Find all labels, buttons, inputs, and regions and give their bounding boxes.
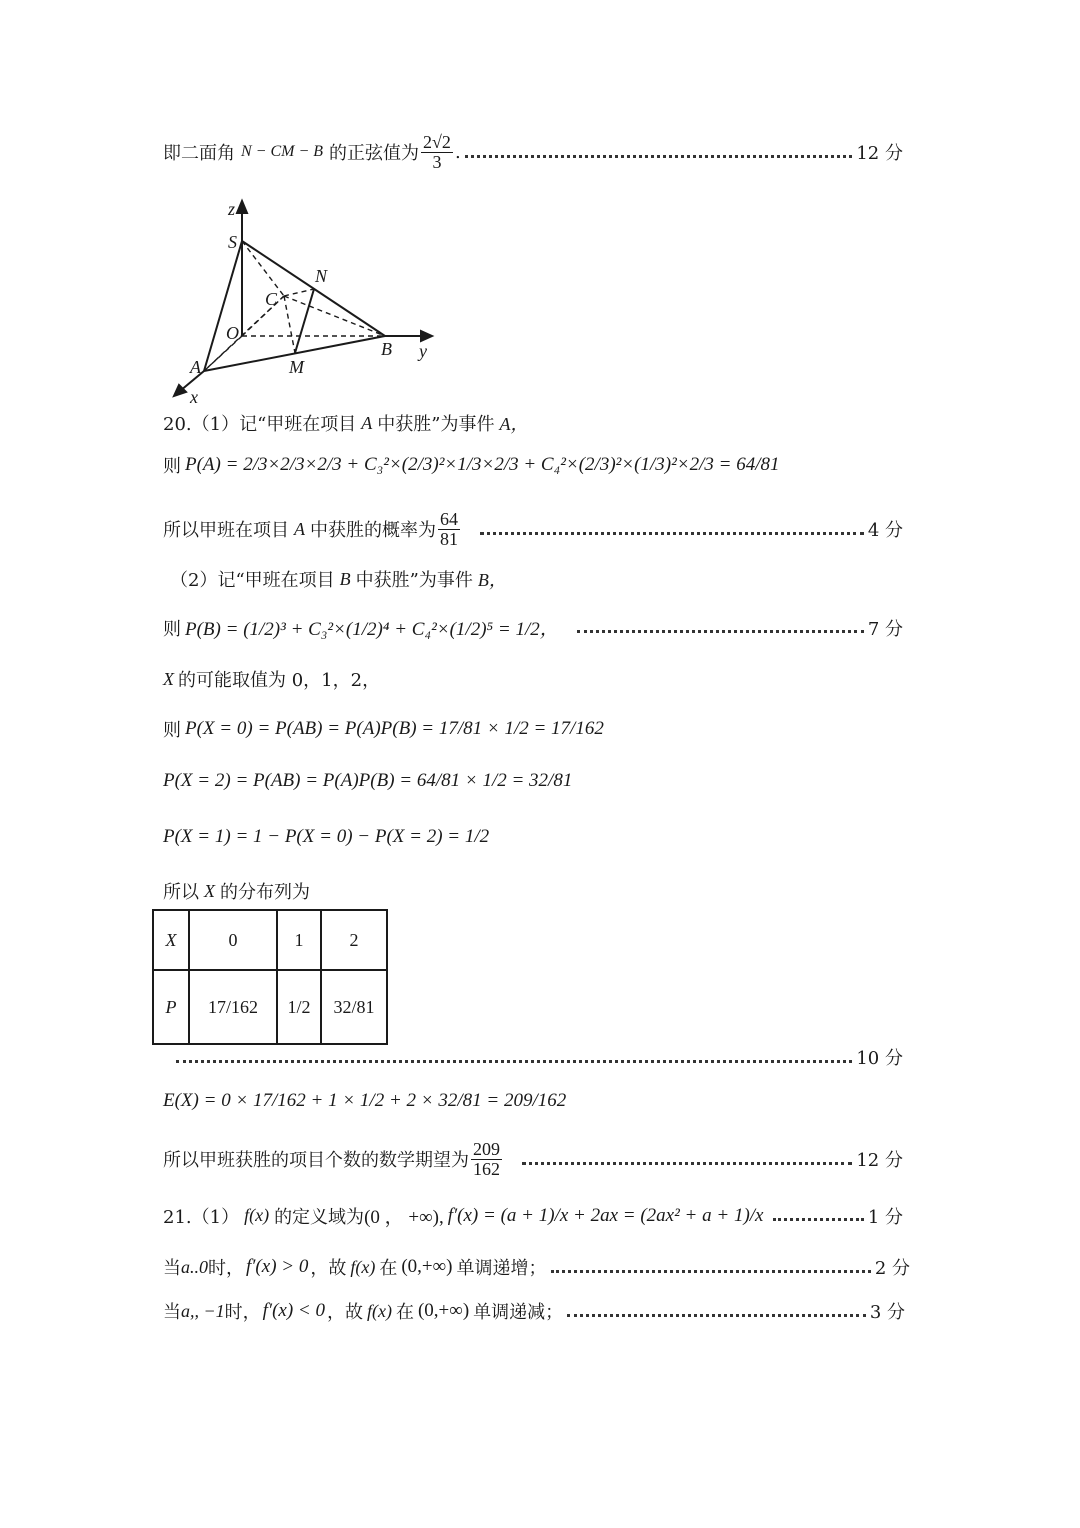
fraction [421,133,453,172]
fraction [471,1140,502,1179]
table-cell: 2 [321,910,387,970]
ex-equation [163,1090,566,1112]
text: ，故 [310,1258,347,1279]
table-cell: 1/2 [277,970,321,1044]
pa-conclusion [163,510,903,549]
text: 单调递增； [456,1258,547,1279]
q20-part1-intro [163,410,528,436]
text: 的可能取值为 0，1，2， [178,670,381,691]
px2-equation [163,770,572,792]
text: 在 [395,1302,414,1323]
table-cell: 32/81 [321,970,387,1044]
q20-part2-intro [170,566,507,592]
pa-expr: P(A) = 2/3×2/3×2/3 + C₃²×(2/3)²×1/3×2/3 + C₄²×(2/3)²×(1/3)²×2/3 = 64/81 [185,454,780,475]
line-dihedral-conclusion [163,133,903,172]
denominator: 81 [440,528,458,549]
event-A: A [294,518,305,539]
pb-expr: P(B) = (1/2)³ + C₃²×(1/2)⁴ + C₄²×(1/2)⁵ = 1/2， [185,619,559,640]
table-row [153,910,387,970]
text: 当 [163,1258,181,1279]
table-cell: X [153,910,189,970]
edge-SA [204,241,242,371]
dot-leader [522,1162,852,1165]
px0-expr: P(X = 0) = P(AB) = P(A)P(B) = 17/81 × 1/2 = 17/162 [185,718,604,739]
table-cell: 17/162 [189,970,277,1044]
edge-CM [284,296,295,353]
score: 4 分 [867,520,903,542]
score: 12 分 [856,1150,903,1172]
event-A-end: A， [499,414,529,434]
x-values: X 的可能取值为 0，1，2， [163,666,380,692]
pb-equation [163,614,903,641]
table-cell: 0 [189,910,277,970]
dot-leader [551,1270,871,1273]
distribution-table [152,909,388,1045]
label-z: z [228,199,236,219]
label-x: x [190,387,198,405]
text: 的分布列为 [220,882,310,903]
score: 12 分 [856,143,903,165]
dist-intro: 所以 X 的分布列为 [163,878,310,904]
score: 1 分 [867,1206,903,1228]
label-O: O [226,323,239,343]
domain: (0 ， +∞), [364,1207,444,1228]
condition: a..0 [181,1256,208,1277]
px0-equation [163,716,604,742]
fx: f(x) [367,1300,392,1321]
text: 的定义域为 [274,1206,365,1228]
text: 则 [163,456,181,477]
table-cell: P [153,970,189,1044]
edge-CN [284,289,314,296]
event-A: A [361,412,373,433]
period: . [454,141,461,163]
label-M: M [289,357,304,377]
edge-SC [242,241,284,296]
ex-expr: E(X) = 0 × 17/162 + 1 × 1/2 + 2 × 32/81 = 209/162 [163,1090,567,1111]
text: 中获胜”为事件 [377,414,495,435]
numerator: 209 [473,1139,500,1159]
text: 时， [208,1258,244,1279]
numerator: 64 [440,509,458,529]
px2-expr: P(X = 2) = P(AB) = P(A)P(B) = 64/81 × 1/2 = 32/81 [163,770,573,791]
interval: (0,+∞) [417,1300,470,1321]
text: 所以 [163,882,199,903]
inequality: f′(x) < 0 [262,1300,325,1321]
label-B: B [381,339,392,359]
interval: (0,+∞) [401,1256,453,1277]
text: 在 [379,1258,398,1279]
text: 的正弦值为 [329,143,420,165]
dot-leader [577,630,864,633]
text: 即二面角 [163,143,235,165]
dot-leader [465,155,853,158]
score: 7 分 [867,618,903,640]
text: ，故 [327,1302,363,1323]
fx: f(x) [350,1256,376,1277]
inequality: f′(x) > 0 [246,1256,309,1277]
fraction [438,510,460,549]
dot-leader [176,1060,852,1063]
score-10-line [172,1044,903,1070]
ex-conclusion [163,1140,903,1179]
px1-equation [163,826,489,848]
text: 中获胜”为事件 [355,570,473,591]
z-arrow [237,201,247,213]
q21-case2 [163,1298,905,1324]
edge-NM [295,289,314,353]
score: 10 分 [856,1048,903,1069]
text: 则 [163,618,181,640]
fx: f(x) [244,1205,270,1225]
q21-derivative [163,1202,903,1229]
event-B: B [339,568,351,589]
geometry-figure [160,195,460,405]
text: 20.（1）记“甲班在项目 [163,414,357,435]
text: （2）记“甲班在项目 [170,570,335,591]
label-A: A [190,357,201,377]
numerator: 2√2 [423,132,451,152]
dot-leader [480,532,864,535]
text: 单调递减； [473,1302,564,1323]
label-S: S [228,232,237,252]
score: 3 分 [869,1302,905,1323]
label-N: N [315,266,328,286]
denominator: 3 [432,151,442,172]
label-C: C [265,289,278,309]
dot-leader [773,1218,863,1221]
text: 21.（1） [163,1206,240,1228]
score: 2 分 [874,1258,910,1279]
text: 当 [163,1302,181,1323]
text: 所以甲班在项目 [163,520,289,542]
condition: a,, −1 [181,1300,225,1321]
px1-expr: P(X = 1) = 1 − P(X = 0) − P(X = 2) = 1/2 [163,826,490,847]
text: 中获胜的概率为 [310,520,436,542]
text: 时， [224,1302,261,1323]
text: 所以甲班获胜的项目个数的数学期望为 [163,1150,469,1172]
denominator: 162 [473,1158,500,1179]
event-B-end: B， [477,570,507,590]
expr: N − CM − B [241,143,324,161]
table-cell: 1 [277,910,321,970]
q21-case1 [163,1254,910,1280]
deriv-expr: f′(x) = (a + 1)/x + 2ax = (2ax² + a + 1)/x [447,1204,764,1226]
dot-leader [567,1314,866,1317]
table-row [153,970,387,1044]
y-arrow [421,331,432,341]
pa-equation [163,452,780,478]
text: 则 [163,720,181,741]
label-y: y [419,341,427,361]
